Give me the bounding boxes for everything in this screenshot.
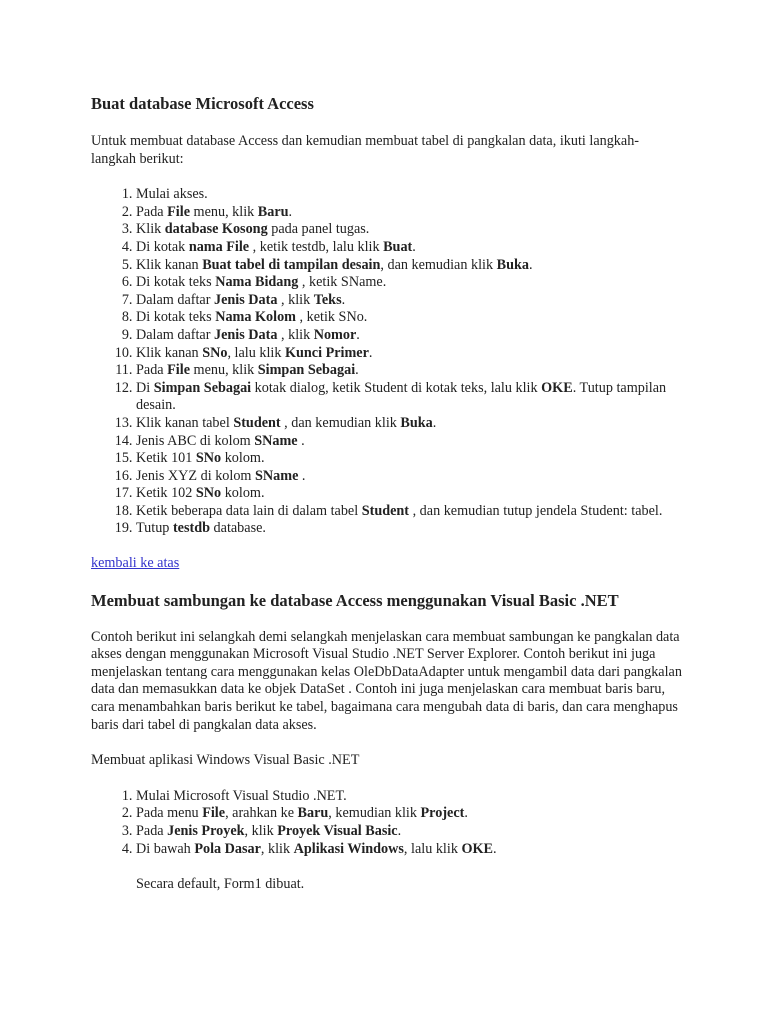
step-text: menu, klik [190,203,258,220]
list-item [136,257,683,275]
section-title-vb-connection: Membuat sambungan ke database Access menggunakan Visual Basic .NET [91,590,619,610]
list-item [136,433,683,451]
bold-term: Jenis Data [214,291,278,308]
step-text: . Tutup tampilan desain. [136,379,667,414]
step-text: . [368,344,373,361]
document-body [91,94,683,894]
bold-term: Jenis Proyek [167,823,245,839]
bold-term: Simpan Sebagai [257,362,356,379]
step-text: , lalu klik [403,840,462,857]
step-text: Dalam daftar [136,291,214,308]
step-text: Jenis XYZ di kolom [136,467,256,484]
step-text: . [528,256,533,273]
step-text: , dan kemudian klik [280,414,401,431]
list-item [136,485,683,503]
section-intro-paragraph: Untuk membuat database Access dan kemudian membuat tabel di pangkalan data, ikuti langkah-langkah berikut: [91,133,640,167]
step-text: . [297,432,305,449]
step-text: . [341,291,346,308]
step-text: . [355,362,359,379]
step-text: , ketik SName. [298,274,387,291]
section2-subheading: Membuat aplikasi Windows Visual Basic .NET [91,752,360,769]
bold-term: Buat tabel di tampilan desain [202,256,381,273]
list-item [136,415,683,433]
list-item [136,450,683,468]
bold-term: Simpan Sebagai [153,379,252,396]
bold-term: SName [255,467,299,484]
step-text: , kemudian klik [328,805,421,822]
bold-term: SNo [202,344,228,361]
bold-term: Kunci Primer [284,344,369,361]
section2-intro-paragraph: Contoh berikut ini selangkah demi selangkah menjelaskan cara membuat sambungan ke pangkalan data akses dengan menggunakan Microsoft Visual Studio .NET Server Explorer. Contoh berikut ini juga menjelaskan tentang cara menggunakan kelas OleDbDataAdapter untuk mengambil data dari pangkalan data dan memasukkan data ke objek DataSet . Contoh ini juga menjelaskan cara membuat baris baru, cara menambahkan baris berikut ke tabel, bagaimana cara mengubah data di baris, dan cara menghapus baris dari tabel di pangkalan data akses. [91,628,682,733]
steps-list-vb-app [91,788,683,894]
step-text: Dalam daftar [136,326,214,343]
step-text: menu, klik [190,362,258,379]
steps-list-create-db [91,186,683,538]
bold-term: database Kosong [164,221,268,238]
step-text: Di kotak [136,238,189,255]
bold-term: Proyek Visual Basic [277,823,398,839]
list-item [136,841,683,894]
bold-term: File [167,203,190,220]
step-text: Klik kanan tabel [136,414,234,431]
list-item [136,221,683,239]
list-item [136,186,683,204]
step-note: Secara default, Form1 dibuat. [136,876,305,893]
step-text: . [288,203,293,220]
step-text: Di kotak teks [136,309,216,326]
step-text: pada panel tugas. [267,221,370,238]
list-item [136,204,683,222]
step-text: . [298,467,306,484]
list-item [136,468,683,486]
step-text: , klik [277,326,314,343]
list-item [136,327,683,345]
step-text: Mulai Microsoft Visual Studio .NET. [136,787,347,804]
list-item [136,823,683,841]
step-text: , arahkan ke [225,805,298,822]
step-text: Ketik 101 [136,450,196,467]
bold-term: OKE [541,379,573,396]
bold-term: Buka [496,256,529,273]
step-text: . [464,805,468,822]
bold-term: testdb [172,520,210,537]
bold-term: Buka [400,414,433,431]
step-text: Pada [136,823,168,839]
step-text: Pada [136,203,168,220]
bold-term: Jenis Data [214,326,278,343]
step-text: . [412,238,416,255]
bold-term: SName [254,432,298,449]
list-item [136,274,683,292]
step-text: Di bawah [136,840,195,857]
step-text: Di kotak teks [136,274,216,291]
step-text: Di [136,379,154,396]
bold-term: Project [420,805,465,822]
step-text: Klik kanan [136,256,203,273]
bold-term: File [167,362,190,379]
list-item [136,362,683,380]
bold-term: Aplikasi Windows [293,840,404,857]
bold-term: Nama Kolom [215,309,296,326]
step-text: kolom. [221,450,265,467]
step-text: Pada [136,362,168,379]
step-text: , klik [260,840,294,857]
back-to-top-link[interactable]: kembali ke atas [91,555,180,572]
list-item [136,788,683,806]
bold-term: File [202,805,226,822]
step-text: Ketik beberapa data lain di dalam tabel [136,502,362,519]
bold-term: SNo [195,450,222,467]
bold-term: SNo [195,485,222,502]
step-text: , dan kemudian tutup jendela Student: tabel. [409,502,663,519]
step-text: Pada menu [136,805,203,822]
step-text: Klik [136,221,165,238]
step-text: database. [210,520,266,537]
step-text: kotak dialog, ketik Student di kotak teks, lalu klik [251,379,542,396]
step-text: . [432,414,437,431]
step-text: , lalu klik [227,344,285,361]
bold-term: Nomor [313,326,357,343]
step-text: . [493,840,497,857]
list-item [136,520,683,538]
list-item [136,239,683,257]
back-to-top-row [91,555,683,573]
step-text: Tutup [136,520,173,537]
step-text: , ketik SNo. [296,309,368,326]
step-text: Ketik 102 [136,485,196,502]
list-item [136,503,683,521]
list-item [136,292,683,310]
bold-term: Teks [313,291,342,308]
list-item [136,805,683,823]
list-item [136,345,683,363]
step-text: , dan kemudian klik [380,256,497,273]
bold-term: Buat [383,238,413,255]
bold-term: nama File [188,238,250,255]
bold-term: Baru [257,203,289,220]
bold-term: Nama Bidang [215,274,299,291]
step-text: , klik [277,291,314,308]
step-text: , klik [244,823,278,839]
section-title-create-access-db: Buat database Microsoft Access [91,94,314,113]
list-item [136,309,683,327]
bold-term: OKE [461,840,494,857]
bold-term: Student [233,414,281,431]
step-text: kolom. [221,485,265,502]
bold-term: Pola Dasar [194,840,261,857]
step-text: Jenis ABC di kolom [136,432,255,449]
bold-term: Student [361,502,410,519]
bold-term: Baru [297,805,329,822]
step-text: Klik kanan [136,344,203,361]
step-text: . [356,326,360,343]
list-item [136,380,683,415]
step-text: , ketik testdb, lalu klik [249,238,384,255]
step-text: . [397,823,402,839]
step-text: Mulai akses. [136,186,208,203]
